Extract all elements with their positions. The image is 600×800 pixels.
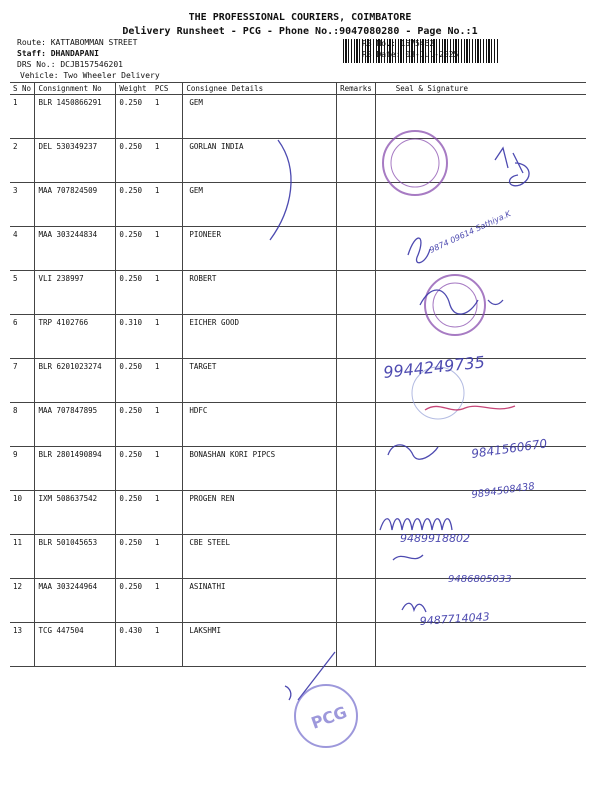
row-seal-signature xyxy=(375,403,586,447)
row-weight: 0.250 xyxy=(116,183,152,227)
runsheet-table xyxy=(10,82,586,667)
table-row xyxy=(10,315,586,359)
row-consignment-no: VLI 238997 xyxy=(35,271,116,315)
row-pcs: 1 xyxy=(152,579,183,623)
row-weight: 0.250 xyxy=(116,227,152,271)
table-row xyxy=(10,535,586,579)
table-row xyxy=(10,359,586,403)
row-consignment-no: BLR 501045653 xyxy=(35,535,116,579)
row-sno: 12 xyxy=(10,579,35,623)
row-weight: 0.250 xyxy=(116,271,152,315)
row-pcs: 1 xyxy=(152,183,183,227)
row-pcs: 1 xyxy=(152,447,183,491)
vehicle-label: Vehicle: Two Wheeler Delivery xyxy=(20,71,160,80)
table-row xyxy=(10,491,586,535)
row-consignment-no: MAA 303244834 xyxy=(35,227,116,271)
pcg-stamp-text: PCG xyxy=(308,702,350,733)
row-pcs: 1 xyxy=(152,623,183,667)
row-remarks xyxy=(337,491,376,535)
row-remarks xyxy=(337,535,376,579)
col-pcs: PCS xyxy=(152,83,183,95)
row-remarks xyxy=(337,183,376,227)
row-remarks xyxy=(337,403,376,447)
row-weight: 0.250 xyxy=(116,535,152,579)
table-row xyxy=(10,183,586,227)
handwritten-row12: 9486805033 xyxy=(448,574,512,585)
row-consignee: GORLAN INDIA xyxy=(183,139,337,183)
col-sno: S No xyxy=(10,83,35,95)
row-consignee: CBE STEEL xyxy=(183,535,337,579)
handwritten-row13: 9487714043 xyxy=(419,610,491,628)
row-weight: 0.250 xyxy=(116,403,152,447)
row-consignment-no: DEL 530349237 xyxy=(35,139,116,183)
row-seal-signature xyxy=(375,227,586,271)
row-remarks xyxy=(337,579,376,623)
row-remarks xyxy=(337,447,376,491)
row-pcs: 1 xyxy=(152,403,183,447)
row-seal-signature xyxy=(375,271,586,315)
row-seal-signature xyxy=(375,315,586,359)
company-name: THE PROFESSIONAL COURIERS, COIMBATORE xyxy=(188,12,412,23)
row-pcs: 1 xyxy=(152,535,183,579)
row-seal-signature xyxy=(375,447,586,491)
row-consignment-no: BLR 2801490894 xyxy=(35,447,116,491)
row-sno: 9 xyxy=(10,447,35,491)
row-consignee: PROGEN REN xyxy=(183,491,337,535)
row-weight: 0.250 xyxy=(116,579,152,623)
row-pcs: 1 xyxy=(152,227,183,271)
table-row xyxy=(10,623,586,667)
row-seal-signature xyxy=(375,95,586,139)
table-row xyxy=(10,579,586,623)
row-seal-signature xyxy=(375,183,586,227)
rs-date: RS Date: 03-Jul-2025 xyxy=(362,50,459,59)
row-sno: 7 xyxy=(10,359,35,403)
row-remarks xyxy=(337,623,376,667)
row-consignment-no: MAA 707824509 xyxy=(35,183,116,227)
row-sno: 8 xyxy=(10,403,35,447)
table-row xyxy=(10,403,586,447)
table-row xyxy=(10,95,586,139)
row-consignment-no: TCG 447504 xyxy=(35,623,116,667)
row-consignment-no: MAA 303244964 xyxy=(35,579,116,623)
row-seal-signature xyxy=(375,139,586,183)
table-row xyxy=(10,447,586,491)
handwritten-row9: 9841560670 xyxy=(470,436,549,461)
row-weight: 0.250 xyxy=(116,447,152,491)
row-seal-signature xyxy=(375,491,586,535)
row-weight: 0.250 xyxy=(116,139,152,183)
row-sno: 3 xyxy=(10,183,35,227)
table-row xyxy=(10,271,586,315)
row-remarks xyxy=(337,95,376,139)
row-sno: 2 xyxy=(10,139,35,183)
row-consignee: TARGET xyxy=(183,359,337,403)
row-seal-signature xyxy=(375,359,586,403)
row-consignee: BONASHAN KORI PIPCS xyxy=(183,447,337,491)
row-remarks xyxy=(337,359,376,403)
col-consignee: Consignee Details xyxy=(183,83,337,95)
drs-number: DRS No.: DCJB157546201 xyxy=(17,60,123,69)
rs-number: RS No.: 1575462 xyxy=(362,39,435,48)
row-consignee: LAKSHMI xyxy=(183,623,337,667)
pcg-stamp xyxy=(295,685,357,747)
row-consignee: GEM xyxy=(183,95,337,139)
row-consignment-no: BLR 6201023274 xyxy=(35,359,116,403)
row-pcs: 1 xyxy=(152,271,183,315)
table-header xyxy=(10,83,586,95)
row-consignment-no: IXM 508637542 xyxy=(35,491,116,535)
row-consignee: GEM xyxy=(183,183,337,227)
row-consignment-no: MAA 707847895 xyxy=(35,403,116,447)
row-pcs: 1 xyxy=(152,95,183,139)
table-row xyxy=(10,227,586,271)
row-pcs: 1 xyxy=(152,315,183,359)
handwritten-row4: 9874 09614 Sathiya.K xyxy=(428,209,513,255)
tick-mark xyxy=(285,686,291,700)
col-weight: Weight xyxy=(116,83,152,95)
row-pcs: 1 xyxy=(152,139,183,183)
col-seal-signature: Seal & Signature xyxy=(375,83,586,95)
row-remarks xyxy=(337,271,376,315)
row-seal-signature xyxy=(375,535,586,579)
row-pcs: 1 xyxy=(152,491,183,535)
row-seal-signature xyxy=(375,579,586,623)
row-seal-signature xyxy=(375,623,586,667)
handwritten-row11: 9489918802 xyxy=(400,532,470,545)
row-consignee: EICHER GOOD xyxy=(183,315,337,359)
route-label: Route: KATTABOMMAN STREET xyxy=(17,38,138,47)
row-consignee: ROBERT xyxy=(183,271,337,315)
row-consignment-no: TRP 4102766 xyxy=(35,315,116,359)
row-remarks xyxy=(337,227,376,271)
row-consignment-no: BLR 1450866291 xyxy=(35,95,116,139)
row-remarks xyxy=(337,315,376,359)
row-consignee: ASINATHI xyxy=(183,579,337,623)
row-consignee: HDFC xyxy=(183,403,337,447)
row-weight: 0.310 xyxy=(116,315,152,359)
staff-label: Staff: DHANDAPANI xyxy=(17,49,99,58)
runsheet-subtitle: Delivery Runsheet - PCG - Phone No.:9047080280 - Page No.:1 xyxy=(122,26,478,37)
col-consignment: Consignment No xyxy=(35,83,116,95)
row-sno: 6 xyxy=(10,315,35,359)
row-sno: 10 xyxy=(10,491,35,535)
row-sno: 5 xyxy=(10,271,35,315)
row-weight: 0.250 xyxy=(116,359,152,403)
row-sno: 4 xyxy=(10,227,35,271)
row-sno: 13 xyxy=(10,623,35,667)
handwritten-row7: 9944249735 xyxy=(382,352,486,382)
row-remarks xyxy=(337,139,376,183)
table-row xyxy=(10,139,586,183)
row-sno: 1 xyxy=(10,95,35,139)
handwritten-row10: 9894508438 xyxy=(470,481,536,501)
row-consignee: PIONEER xyxy=(183,227,337,271)
row-weight: 0.250 xyxy=(116,491,152,535)
row-weight: 0.430 xyxy=(116,623,152,667)
row-weight: 0.250 xyxy=(116,95,152,139)
row-pcs: 1 xyxy=(152,359,183,403)
row-sno: 11 xyxy=(10,535,35,579)
col-remarks: Remarks xyxy=(337,83,376,95)
